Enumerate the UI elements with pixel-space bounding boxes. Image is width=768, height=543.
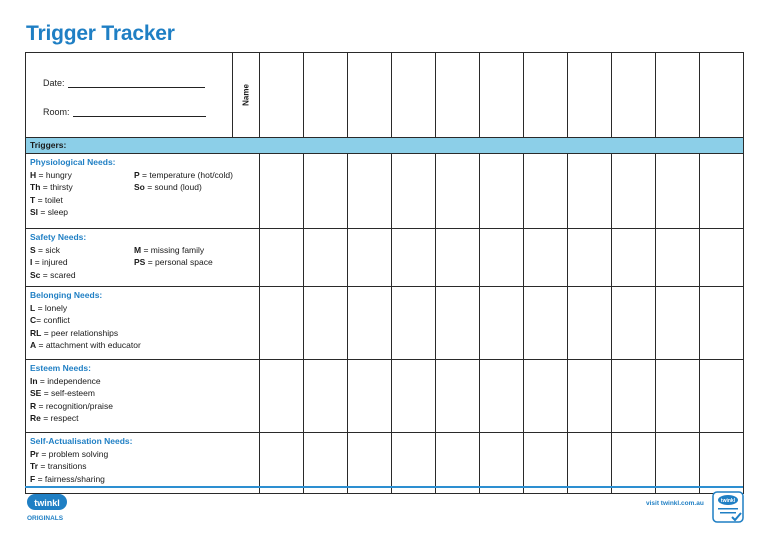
footer-divider — [25, 486, 743, 488]
tracking-cell[interactable] — [348, 154, 392, 229]
tracking-cell[interactable] — [612, 360, 656, 433]
tracking-cell[interactable] — [436, 360, 480, 433]
trigger-code-item: L = lonely — [30, 302, 68, 313]
info-cell — [26, 53, 233, 138]
trigger-code-item: Tr = transitions — [30, 461, 87, 472]
tracking-cell[interactable] — [260, 154, 304, 229]
tracking-cell[interactable] — [480, 433, 524, 494]
twinkl-originals-logo — [26, 493, 68, 523]
triggers-label: Triggers: — [30, 140, 67, 150]
tracking-cell[interactable] — [436, 229, 480, 287]
tracking-cell[interactable] — [260, 287, 304, 360]
tracking-cell[interactable] — [392, 433, 436, 494]
trigger-code-item: Sc = scared — [30, 269, 76, 280]
room-field[interactable] — [43, 107, 206, 117]
trigger-code-item: PS = personal space — [134, 257, 213, 268]
tracking-cell[interactable] — [260, 229, 304, 287]
trigger-code-item: R = recognition/praise — [30, 400, 113, 411]
category-cell — [26, 360, 260, 433]
tracking-cell[interactable] — [700, 229, 744, 287]
category-title: Belonging Needs: — [30, 290, 103, 300]
category-row — [26, 360, 744, 433]
name-column-cell[interactable] — [436, 53, 480, 138]
tracking-cell[interactable] — [568, 229, 612, 287]
name-column-cell[interactable] — [392, 53, 436, 138]
tracker-table — [25, 52, 744, 494]
tracking-cell[interactable] — [348, 433, 392, 494]
tracking-cell[interactable] — [568, 287, 612, 360]
tracking-cell[interactable] — [480, 287, 524, 360]
category-title: Esteem Needs: — [30, 363, 91, 373]
category-title: Safety Needs: — [30, 232, 87, 242]
tracking-cell[interactable] — [348, 229, 392, 287]
date-field[interactable] — [43, 78, 205, 88]
category-cell — [26, 154, 260, 229]
name-column-cell[interactable] — [348, 53, 392, 138]
page-title: Trigger Tracker — [26, 22, 175, 45]
tracking-cell[interactable] — [392, 154, 436, 229]
trigger-code-item: H = hungry — [30, 169, 72, 180]
tracking-cell[interactable] — [480, 229, 524, 287]
name-column-cell[interactable] — [612, 53, 656, 138]
category-row — [26, 154, 744, 229]
tracking-cell[interactable] — [524, 360, 568, 433]
triggers-row — [26, 138, 744, 154]
category-cell — [26, 433, 260, 494]
tracking-cell[interactable] — [480, 360, 524, 433]
tracking-cell[interactable] — [700, 154, 744, 229]
tracking-cell[interactable] — [392, 360, 436, 433]
name-label: Name — [241, 84, 251, 106]
trigger-code-item: Sl = sleep — [30, 207, 69, 218]
quality-badge-icon — [712, 491, 744, 523]
tracking-cell[interactable] — [700, 287, 744, 360]
trigger-code-item: C= conflict — [30, 315, 70, 326]
svg-text:twinkl: twinkl — [720, 498, 736, 504]
category-row — [26, 433, 744, 494]
name-column-cell[interactable] — [304, 53, 348, 138]
tracking-cell[interactable] — [568, 433, 612, 494]
name-column-cell[interactable] — [480, 53, 524, 138]
tracking-cell[interactable] — [568, 360, 612, 433]
tracking-cell[interactable] — [656, 433, 700, 494]
tracking-cell[interactable] — [656, 360, 700, 433]
name-column-cell[interactable] — [524, 53, 568, 138]
tracking-cell[interactable] — [260, 433, 304, 494]
trigger-code-item: SE = self-esteem — [30, 388, 95, 399]
trigger-code-item: T = toilet — [30, 194, 63, 205]
tracking-cell[interactable] — [700, 433, 744, 494]
trigger-code-item: Pr = problem solving — [30, 448, 109, 459]
trigger-code-item: M = missing family — [134, 244, 205, 255]
header-row — [26, 53, 744, 138]
tracking-cell[interactable] — [656, 287, 700, 360]
tracking-cell[interactable] — [304, 154, 348, 229]
tracking-cell[interactable] — [524, 154, 568, 229]
name-column-cell[interactable] — [700, 53, 744, 138]
tracking-cell[interactable] — [436, 287, 480, 360]
tracking-cell[interactable] — [304, 360, 348, 433]
tracking-cell[interactable] — [524, 433, 568, 494]
tracking-cell[interactable] — [304, 433, 348, 494]
tracking-cell[interactable] — [348, 360, 392, 433]
tracking-cell[interactable] — [700, 360, 744, 433]
category-title: Self-Actualisation Needs: — [30, 436, 133, 446]
category-title: Physiological Needs: — [30, 157, 116, 167]
tracking-cell[interactable] — [612, 287, 656, 360]
category-row — [26, 229, 744, 287]
tracking-cell[interactable] — [304, 229, 348, 287]
name-header-cell — [233, 53, 260, 138]
name-column-cell[interactable] — [656, 53, 700, 138]
tracking-cell[interactable] — [436, 154, 480, 229]
room-label: Room: — [43, 107, 70, 117]
trigger-code-item: RL = peer relationships — [30, 327, 119, 338]
trigger-code-item: F = fairness/sharing — [30, 473, 105, 484]
tracking-cell[interactable] — [524, 287, 568, 360]
tracking-cell[interactable] — [348, 287, 392, 360]
tracking-cell[interactable] — [436, 433, 480, 494]
trigger-code-item: Re = respect — [30, 413, 79, 424]
trigger-code-item: P = temperature (hot/cold) — [134, 169, 233, 180]
footer-url[interactable]: visit twinkl.com.au — [646, 500, 704, 507]
trigger-code-item: In = independence — [30, 375, 101, 386]
tracking-cell[interactable] — [392, 229, 436, 287]
tracking-cell[interactable] — [260, 360, 304, 433]
svg-text:twinkl: twinkl — [34, 498, 60, 508]
trigger-code-item: Th = thirsty — [30, 182, 73, 193]
tracking-cell[interactable] — [568, 154, 612, 229]
name-column-cell[interactable] — [260, 53, 304, 138]
category-row — [26, 287, 744, 360]
name-column-cell[interactable] — [568, 53, 612, 138]
tracking-cell[interactable] — [480, 154, 524, 229]
trigger-code-item: A = attachment with educator — [30, 340, 141, 351]
date-label: Date: — [43, 78, 65, 88]
trigger-code-item: So = sound (loud) — [134, 182, 202, 193]
tracking-cell[interactable] — [392, 287, 436, 360]
tracking-cell[interactable] — [304, 287, 348, 360]
tracking-cell[interactable] — [656, 154, 700, 229]
tracking-cell[interactable] — [612, 433, 656, 494]
svg-text:ORIGINALS: ORIGINALS — [27, 515, 64, 522]
trigger-code-item: I = injured — [30, 257, 68, 268]
category-cell — [26, 287, 260, 360]
trigger-code-item: S = sick — [30, 244, 60, 255]
tracking-cell[interactable] — [656, 229, 700, 287]
tracking-cell[interactable] — [612, 229, 656, 287]
tracking-cell[interactable] — [524, 229, 568, 287]
tracking-cell[interactable] — [612, 154, 656, 229]
category-cell — [26, 229, 260, 287]
